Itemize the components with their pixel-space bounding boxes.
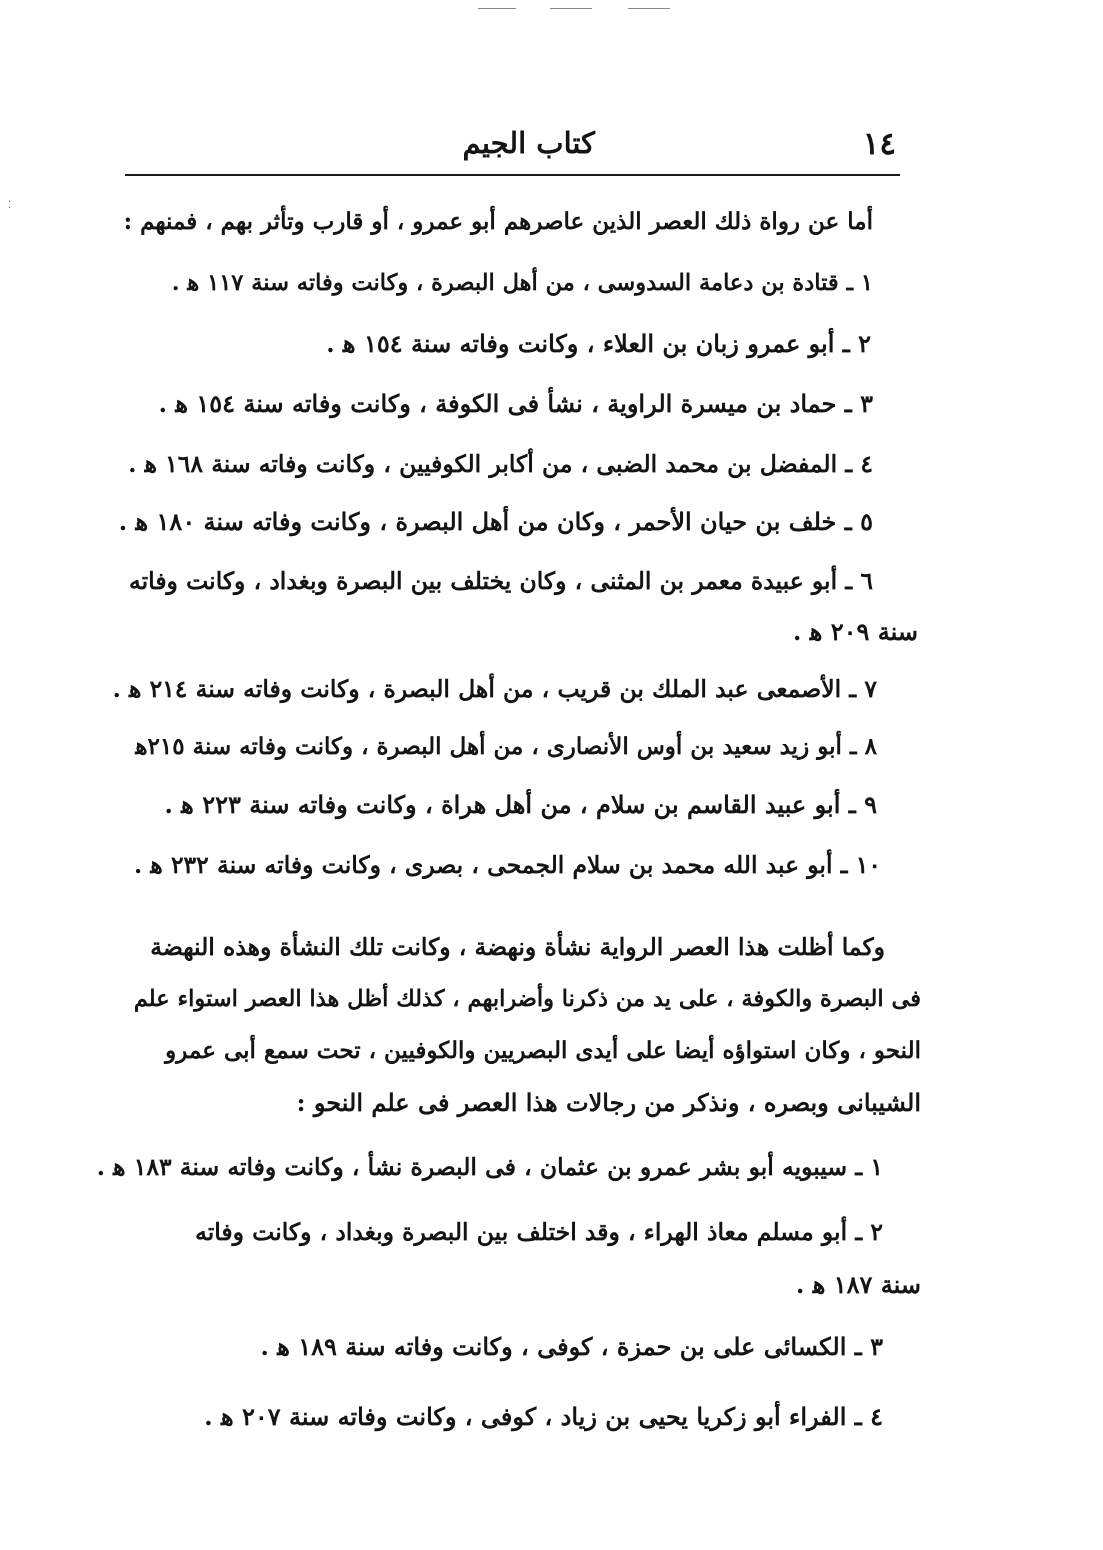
paragraph-line: الشيبانى وبصره ، ونذكر من رجالات هذا العصر فى علم النحو : bbox=[296, 1088, 921, 1117]
paragraph-line: فى البصرة والكوفة ، على يد من ذكرنا وأضرابهم ، كذلك أظل هذا العصر استواء علم bbox=[133, 986, 921, 1012]
top-scan-marks bbox=[478, 8, 678, 10]
list-item: ٩ ـ أبو عبيد القاسم بن سلام ، من أهل هراة ، وكانت وفاته سنة ٢٢٣ ﻫ . bbox=[164, 790, 877, 819]
list-item: ٧ ـ الأصمعى عبد الملك بن قريب ، من أهل البصرة ، وكانت وفاته سنة ٢١٤ ﻫ . bbox=[112, 675, 877, 703]
section-intro: أما عن رواة ذلك العصر الذين عاصرهم أبو عمرو ، أو قارب وتأثر بهم ، فمنهم : bbox=[123, 208, 873, 235]
list-item: ٤ ـ المفضل بن محمد الضبى ، من أكابر الكوفيين ، وكانت وفاته سنة ١٦٨ ﻫ . bbox=[128, 450, 873, 478]
list-item: ٣ ـ الكسائى على بن حمزة ، كوفى ، وكانت وفاته سنة ١٨٩ ﻫ . bbox=[260, 1332, 883, 1361]
list-item: ١٠ ـ أبو عبد الله محمد بن سلام الجمحى ، بصرى ، وكانت وفاته سنة ٢٣٢ ﻫ . bbox=[134, 851, 881, 879]
list-item: ٢ ـ أبو مسلم معاذ الهراء ، وقد اختلف بين البصرة وبغداد ، وكانت وفاته bbox=[195, 1218, 883, 1246]
list-item: ٤ ـ الفراء أبو زكريا يحيى بن زياد ، كوفى ، وكانت وفاته سنة ٢٠٧ ﻫ . bbox=[204, 1402, 883, 1431]
paragraph-line: النحو ، وكان استواؤه أيضا على أيدى البصريين والكوفيين ، تحت سمع أبى عمرو bbox=[165, 1037, 921, 1064]
header-rule bbox=[125, 174, 900, 176]
list-item-continuation: سنة ١٨٧ ﻫ . bbox=[796, 1270, 921, 1299]
list-item: ١ ـ قتادة بن دعامة السدوسى ، من أهل البصرة ، وكانت وفاته سنة ١١٧ ﻫ . bbox=[171, 270, 873, 296]
list-item-continuation: سنة ٢٠٩ ﻫ . bbox=[793, 617, 918, 646]
list-item: ٢ ـ أبو عمرو زبان بن العلاء ، وكانت وفاته سنة ١٥٤ ﻫ . bbox=[326, 329, 871, 358]
paragraph-line: وكما أظلت هذا العصر الرواية نشأة ونهضة ، وكانت تلك النشأة وهذه النهضة bbox=[150, 933, 885, 961]
running-title: كتاب الجيم bbox=[462, 126, 595, 160]
list-item: ١ ـ سيبويه أبو بشر عمرو بن عثمان ، فى البصرة نشأ ، وكانت وفاته سنة ١٨٣ ﻫ . bbox=[96, 1153, 883, 1181]
list-item: ٨ ـ أبو زيد سعيد بن أوس الأنصارى ، من أهل البصرة ، وكانت وفاته سنة ٢١٥ﻫ bbox=[135, 733, 877, 760]
list-item: ٦ ـ أبو عبيدة معمر بن المثنى ، وكان يختلف بين البصرة وبغداد ، وكانت وفاته bbox=[129, 567, 873, 595]
margin-specks: ⁚ bbox=[8, 200, 12, 211]
page-header bbox=[125, 122, 900, 172]
list-item: ٣ ـ حماد بن ميسرة الراوية ، نشأ فى الكوفة ، وكانت وفاته سنة ١٥٤ ﻫ . bbox=[158, 389, 873, 418]
page-number: ١٤ bbox=[862, 126, 896, 162]
list-item: ٥ ـ خلف بن حيان الأحمر ، وكان من أهل البصرة ، وكانت وفاته سنة ١٨٠ ﻫ . bbox=[118, 507, 873, 536]
